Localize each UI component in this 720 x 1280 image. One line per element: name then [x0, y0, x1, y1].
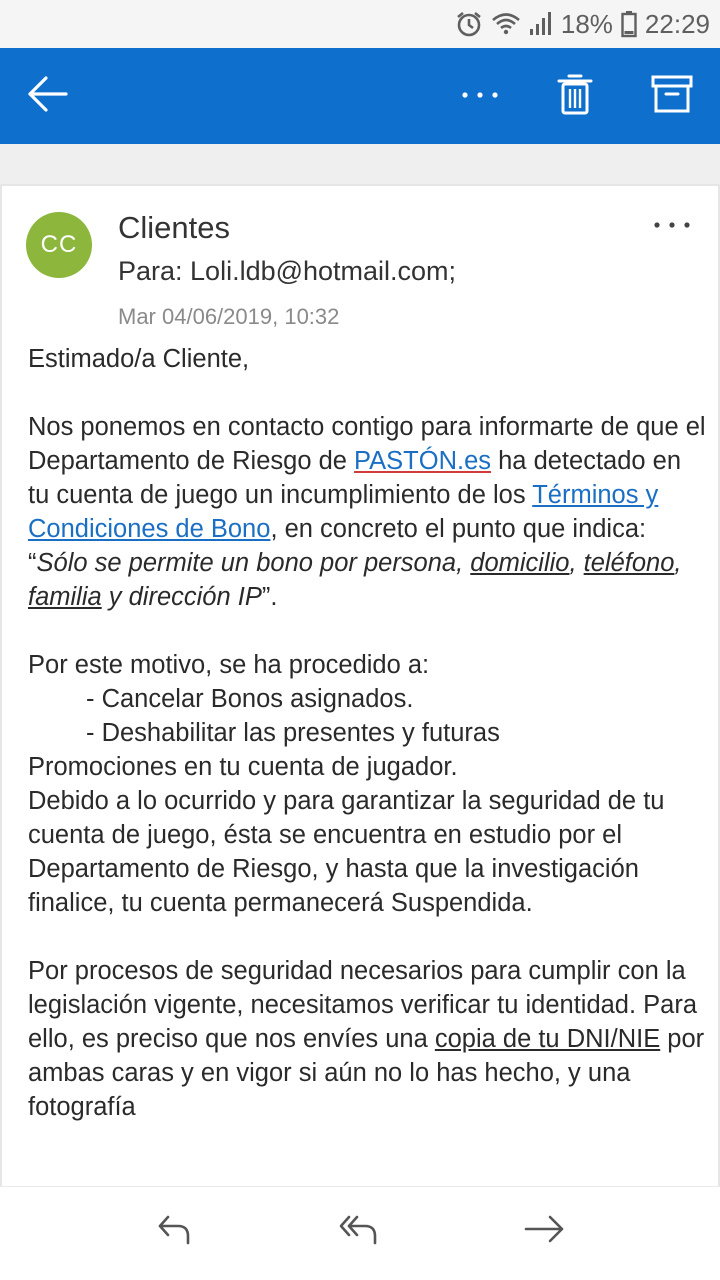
text-span: , en concreto el punto que indica: “: [28, 515, 647, 577]
body-paragraph-1: [28, 410, 708, 614]
greeting: Estimado/a Cliente,: [28, 345, 250, 373]
avatar[interactable]: CC: [26, 212, 92, 278]
forward-button[interactable]: [514, 1201, 574, 1261]
text-span: ”.: [261, 583, 278, 611]
signal-icon: [529, 11, 553, 37]
bottom-action-bar: [0, 1186, 720, 1280]
terms-link[interactable]: Términos y Condiciones de Bono: [28, 481, 659, 543]
trash-icon: [557, 72, 593, 121]
delete-button[interactable]: [527, 48, 623, 144]
quote-text: y dirección IP: [101, 583, 262, 611]
reply-all-button[interactable]: [330, 1201, 390, 1261]
paragraph-spacer: [28, 376, 708, 410]
sender-name[interactable]: Clientes: [118, 210, 230, 245]
quote-telefono: teléfono: [583, 549, 675, 577]
message-card: [0, 184, 720, 1186]
status-bar-right: [455, 0, 710, 48]
back-button[interactable]: [0, 48, 96, 144]
text-span: por ambas caras y en vigor si aún no lo has hecho, y una fotografía: [28, 1025, 705, 1121]
more-dots-icon: [652, 217, 692, 235]
battery-icon: [621, 10, 637, 38]
more-options-button[interactable]: [432, 48, 528, 144]
paragraph-spacer: [28, 920, 708, 954]
reply-all-icon: [337, 1209, 383, 1254]
paston-link[interactable]: PASTÓN.es: [354, 447, 492, 475]
text-span: Nos ponemos en contacto contigo para informarte de que el Departamento de Riesgo de: [28, 413, 706, 475]
status-bar: [0, 0, 720, 48]
list-item-continuation: Promociones en tu cuenta de jugador.: [28, 753, 458, 781]
battery-percent: 18%: [560, 8, 613, 39]
quote-text: Sólo se permite un bono por persona,: [36, 549, 471, 577]
recipient-line[interactable]: Para: Loli.ldb@hotmail.com;: [118, 256, 457, 286]
dni-underlined: copia de tu DNI/NIE: [434, 1025, 661, 1053]
message-date: Mar 04/06/2019, 10:32: [118, 304, 340, 329]
more-dots-icon: [460, 87, 500, 105]
archive-icon: [651, 74, 693, 119]
clock: 22:29: [644, 8, 710, 39]
reply-icon: [156, 1209, 196, 1254]
quote-domicilio: domicilio: [470, 549, 570, 577]
body-paragraph-2: Debido a lo ocurrido y para garantizar la seguridad de tu cuenta de juego, ésta se encuentra en estudio por el Departamento de Riesgo, y hasta que la investigación finalice, tu cuenta permanecerá Suspendida.: [28, 787, 665, 917]
quote-sep: ,: [674, 549, 682, 577]
archive-button[interactable]: [624, 48, 720, 144]
list-item: - Deshabilitar las presentes y futuras: [86, 719, 500, 747]
reply-button[interactable]: [146, 1201, 206, 1261]
message-more-button[interactable]: [644, 206, 700, 246]
quote-sep: ,: [569, 549, 584, 577]
body-paragraph-3: [28, 954, 708, 1124]
alarm-icon: [455, 10, 483, 38]
paragraph-spacer: [28, 614, 708, 648]
wifi-icon: [491, 11, 521, 37]
list-item: - Cancelar Bonos asignados.: [86, 685, 414, 713]
message-body: [28, 342, 708, 1124]
forward-icon: [522, 1209, 566, 1254]
text-span: ha detectado en tu cuenta de juego un incumplimiento de los: [28, 447, 682, 509]
app-bar: [0, 48, 720, 144]
body-paragraph-2-intro: Por este motivo, se ha procedido a:: [28, 651, 430, 679]
separator: [0, 144, 720, 184]
text-span: Por procesos de seguridad necesarios para cumplir con la legislación vigente, necesitamos verificar tu identidad. Para ello, es preciso que nos envíes una: [28, 957, 698, 1053]
back-arrow-icon: [26, 72, 70, 121]
quote-familia: familia: [28, 583, 102, 611]
